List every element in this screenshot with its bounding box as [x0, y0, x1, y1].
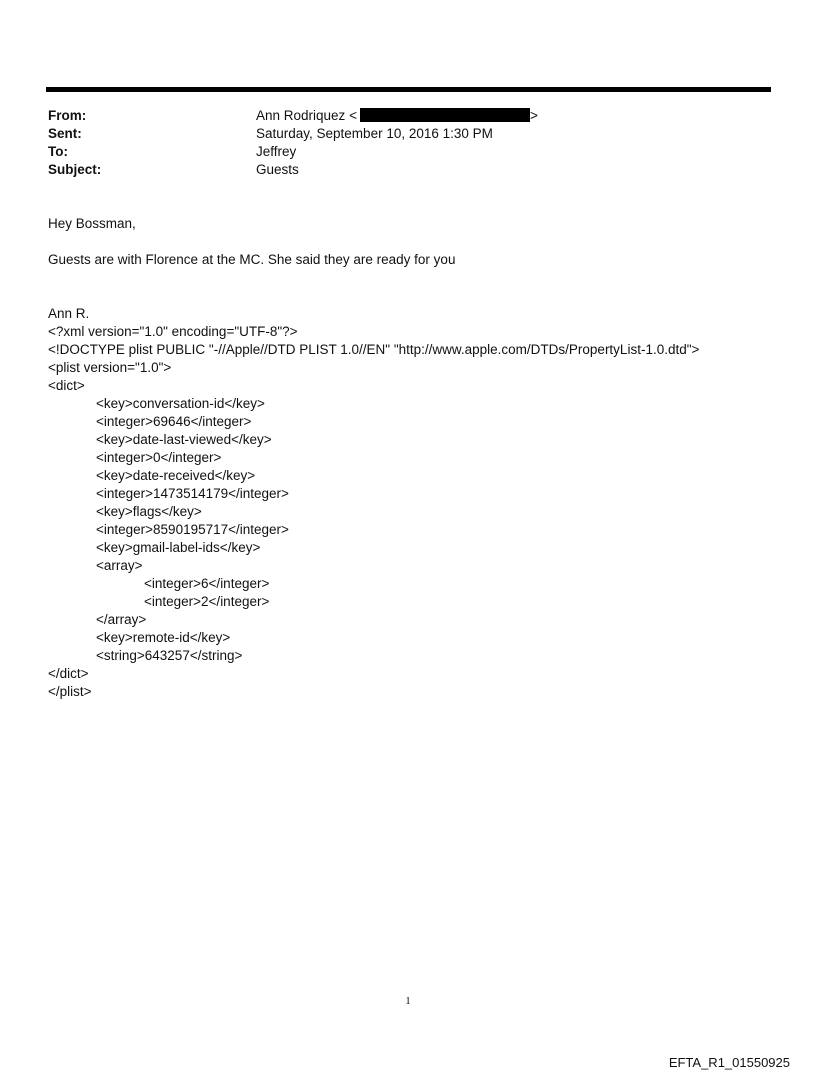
plist-line: </plist> — [48, 684, 92, 699]
subject-value: Guests — [256, 162, 299, 177]
from-label: From: — [48, 108, 87, 123]
email-greeting: Hey Bossman, — [48, 216, 136, 231]
from-row — [48, 107, 768, 125]
plist-line: <integer>6</integer> — [144, 576, 270, 591]
header-divider — [46, 87, 771, 92]
sent-label: Sent: — [48, 126, 82, 141]
email-message: Guests are with Florence at the MC. She said they are ready for you — [48, 252, 456, 267]
sent-row — [48, 125, 768, 143]
plist-line: <key>conversation-id</key> — [96, 396, 265, 411]
plist-line: <dict> — [48, 378, 85, 393]
plist-line: </array> — [96, 612, 147, 627]
email-signature: Ann R. — [48, 306, 90, 321]
plist-line: <!DOCTYPE plist PUBLIC "-//Apple//DTD PLIST 1.0//EN" "http://www.apple.com/DTDs/PropertyList-1.0.dtd"> — [48, 342, 700, 357]
plist-line: <integer>0</integer> — [96, 450, 222, 465]
plist-line: </dict> — [48, 666, 89, 681]
plist-line: <key>gmail-label-ids</key> — [96, 540, 261, 555]
from-value: Ann Rodriquez < > — [256, 108, 538, 123]
plist-line: <key>flags</key> — [96, 504, 202, 519]
plist-line: <integer>1473514179</integer> — [96, 486, 289, 501]
subject-label: Subject: — [48, 162, 102, 177]
to-label: To: — [48, 144, 68, 159]
plist-line: <?xml version="1.0" encoding="UTF-8"?> — [48, 324, 298, 339]
document-id: EFTA_R1_01550925 — [668, 1055, 790, 1070]
page-number: 1 — [405, 995, 411, 1007]
plist-line: <key>date-last-viewed</key> — [96, 432, 272, 447]
plist-line: <plist version="1.0"> — [48, 360, 172, 375]
redacted-email-address — [360, 108, 530, 122]
subject-row — [48, 161, 768, 179]
plist-line: <integer>8590195717</integer> — [96, 522, 289, 537]
plist-line: <array> — [96, 558, 143, 573]
plist-line: <string>643257</string> — [96, 648, 243, 663]
to-row — [48, 143, 768, 161]
sent-value: Saturday, September 10, 2016 1:30 PM — [256, 126, 493, 141]
plist-line: <integer>2</integer> — [144, 594, 270, 609]
sender-name: Ann Rodriquez — [256, 108, 346, 123]
plist-line: <key>date-received</key> — [96, 468, 256, 483]
plist-line: <integer>69646</integer> — [96, 414, 252, 429]
to-value: Jeffrey — [256, 144, 297, 159]
plist-line: <key>remote-id</key> — [96, 630, 231, 645]
